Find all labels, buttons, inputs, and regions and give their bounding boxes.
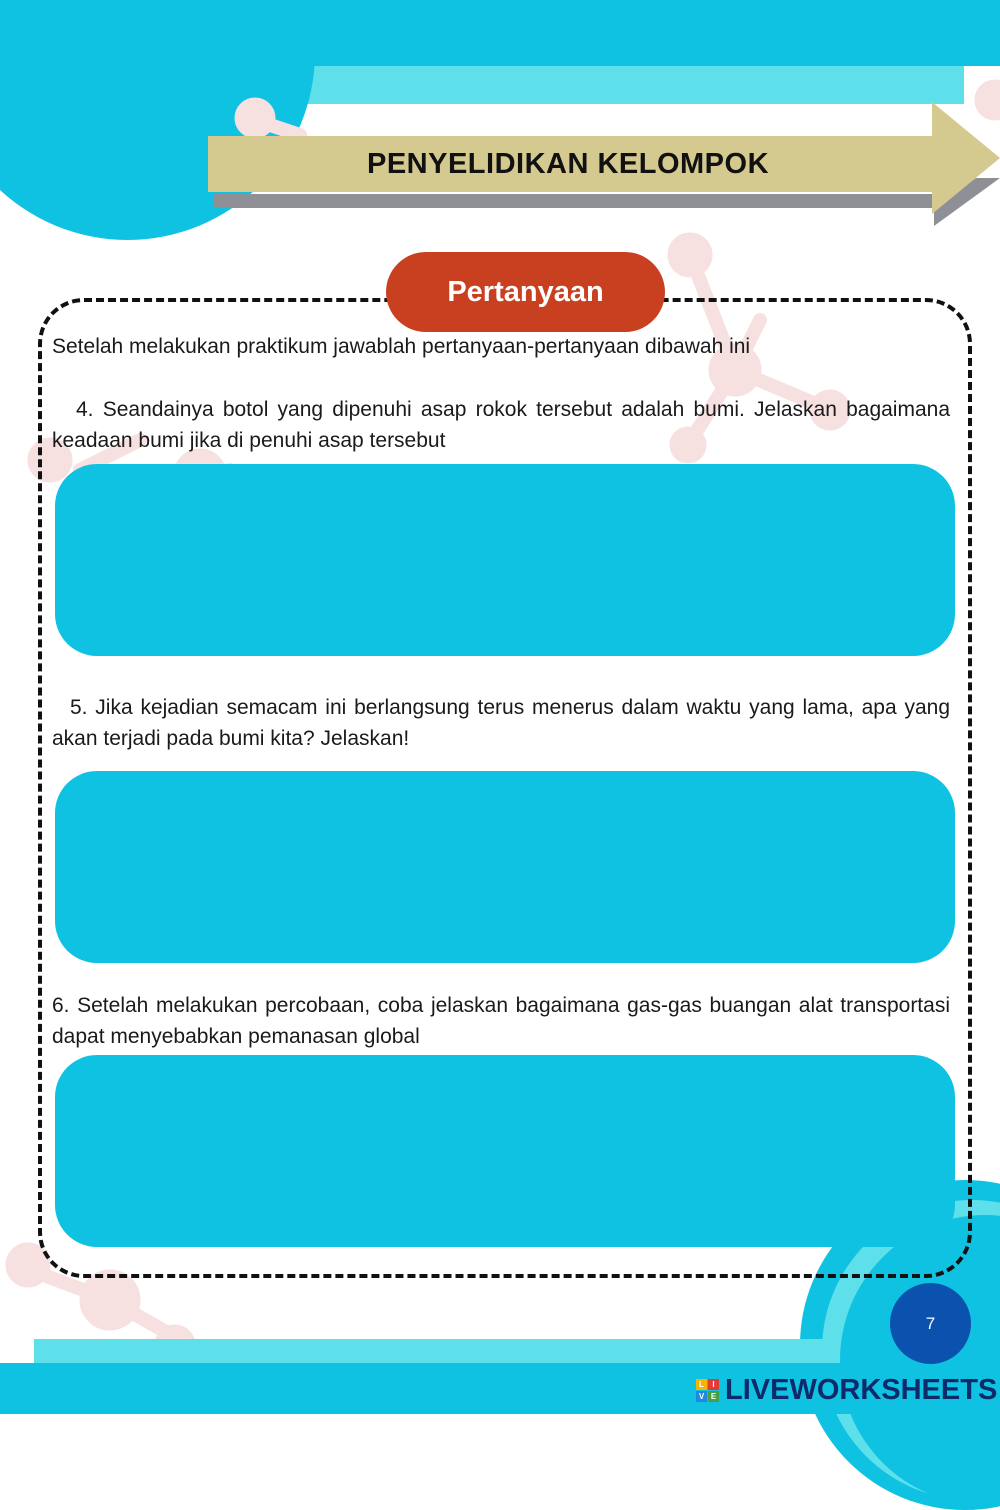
question-4-text: 4. Seandainya botol yang dipenuhi asap rokok tersebut adalah bumi. Jelaskan bagaimana keadaan bumi jika di penuhi asap tersebut: [52, 398, 950, 452]
answer-box-4[interactable]: [55, 464, 955, 656]
bottom-light-band: [34, 1339, 834, 1365]
section-label: Pertanyaan: [386, 252, 665, 332]
instructions-text: Setelah melakukan praktikum jawablah pertanyaan-pertanyaan dibawah ini: [52, 335, 751, 358]
question-4: [52, 394, 950, 456]
question-6: [52, 990, 950, 1052]
answer-box-6[interactable]: [55, 1055, 955, 1247]
liveworksheets-wordmark: LIVEWORKSHEETS: [725, 1373, 998, 1406]
liveworksheets-branding: [696, 1374, 997, 1406]
question-5-text: 5. Jika kejadian semacam ini berlangsung terus menerus dalam waktu yang lama, apa yang akan terjadi pada bumi kita? Jelaskan!: [52, 696, 950, 750]
page-number-badge: 7: [890, 1283, 971, 1364]
page-title: PENYELIDIKAN KELOMPOK: [366, 147, 770, 180]
answer-box-5[interactable]: [55, 771, 955, 963]
question-5: [52, 692, 950, 754]
question-6-text: 6. Setelah melakukan percobaan, coba jelaskan bagaimana gas-gas buangan alat transportasi dapat menyebabkan pemanasan global: [52, 994, 950, 1048]
liveworksheets-logo-icon: L I V E: [696, 1379, 719, 1402]
